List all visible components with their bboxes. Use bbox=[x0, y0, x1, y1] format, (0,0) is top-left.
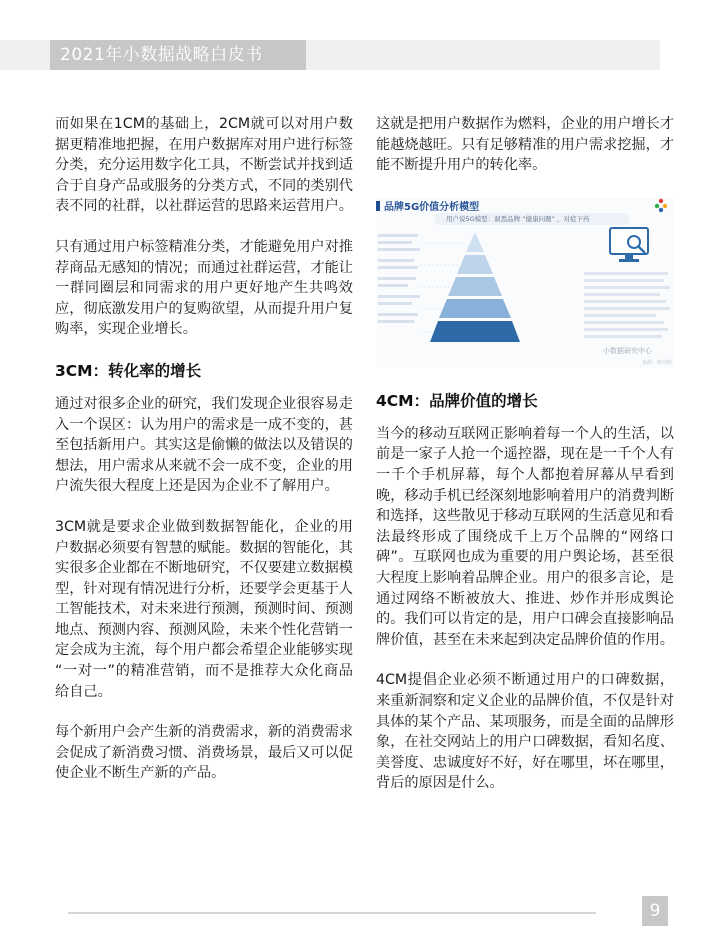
pyramid-tier-4 bbox=[439, 299, 511, 318]
document-title: 2021年小数据战略白皮书 bbox=[60, 45, 263, 65]
pyramid-tier-1 bbox=[466, 232, 484, 252]
monitor-search-icon bbox=[608, 226, 654, 266]
page-number: 9 bbox=[642, 896, 668, 926]
paragraph-data-fuel: 这就是把用户数据作为燃料，企业的用户增长才能越烧越旺。只有足够精准的用户需求挖掘，才能不断提升用户的转化率。 bbox=[376, 116, 674, 174]
figure-title: 品牌5G价值分析模型 bbox=[376, 198, 479, 213]
paragraph-3cm-new-demand: 每个新用户会产生新的消费需求，新的消费需求会促成了新消费习惯、消费场景，最后又可以促使企业不断生产新的产品。 bbox=[55, 724, 353, 782]
pyramid-diagram bbox=[420, 228, 530, 346]
heading-4cm: 4CM：品牌价值的增长 bbox=[376, 391, 538, 410]
figure-caption: 小数据研究中心 bbox=[603, 346, 652, 355]
paragraph-2cm-tagging: 而如果在1CM的基础上，2CM就可以对用户数据更精准地把握，在用户数据库对用户进行标签分类，充分运用数字化工具，不断尝试并找到适合于自身产品或服务的分类方式，不同的类别代表不同的社群，以社群运营的思路来运营用户。 bbox=[55, 116, 353, 215]
heading-3cm: 3CM：转化率的增长 bbox=[55, 361, 202, 380]
figure-credit: 来源：研究院 bbox=[641, 359, 672, 366]
pyramid-tier-3 bbox=[448, 277, 502, 296]
pyramid-tier-2 bbox=[457, 255, 493, 274]
paragraph-2cm-community: 只有通过用户标签精准分类，才能避免用户对推荐商品无感知的情况；而通过社群运营，才能让一群同圈层和同需求的用户更好地产生共鸣效应，彻底激发用户的复购欲望，从而提升用户复购率，实现企业增长。 bbox=[55, 238, 353, 338]
page-header bbox=[0, 40, 660, 70]
paragraph-3cm-misconception: 通过对很多企业的研究，我们发现企业很容易走入一个误区：认为用户的需求是一成不变的，甚至包括新用户。其实这是偷懒的做法以及错误的想法，用户需求从来就不会一成不变，企业的用户流失很大程度上还是因为企业不了解用户。 bbox=[55, 395, 353, 495]
footer-divider bbox=[68, 912, 596, 914]
figure-subtitle: 用户说5G模型：洞悉品牌 “健康问题” ，对症下药 bbox=[446, 214, 590, 223]
left-column bbox=[55, 114, 353, 804]
right-column bbox=[376, 114, 674, 814]
brand-5g-model-figure bbox=[376, 198, 674, 368]
paragraph-3cm-intelligence: 3CM就是要求企业做到数据智能化，企业的用户数据必须要有智慧的赋能。数据的智能化，其实很多企业都在不断地研究，不仅要建立数据模型，针对现有情况进行分析，还要学会更基于人工智能技术，对未来进行预测，预测时间、预测地点、预测内容、预测风险，未来个性化营销一定会成为主流，每个用户都会希望企业能够实现 “一对一”的精准营销，而不是推荐大众化商品给自己。 bbox=[55, 518, 353, 700]
paragraph-4cm-word-of-mouth: 当今的移动互联网正影响着每一个人的生活，以前是一家子人抢一个遥控器，现在是一千个人有一千个手机屏幕，每个人都抱着屏幕从早看到晚，移动手机已经深刻地影响着用户的消费判断和选择，这些散见于移动互联网的生活意见和看法最终形成了围绕成千上万个品牌的“网络口碑”。互联网也成为重要的用户舆论场，甚至很大程度上影响着品牌企业。用户的很多言论，是通过网络不断被放大、推进、炒作并形成舆论的。我们可以肯定的是，用户口碑会直接影响品牌价值，甚至在未来起到决定品牌价值的作用。 bbox=[376, 425, 674, 648]
paragraph-4cm-brand-value: 4CM提倡企业必须不断通过用户的口碑数据，来重新洞察和定义企业的品牌价值，不仅是针对具体的某个产品、某项服务，而是全面的品牌形象，在社交网站上的用户口碑数据，看知名度、美誉度、忠诚度好不好，好在哪里，坏在哪里，背后的原因是什么。 bbox=[376, 672, 674, 792]
figure-left-notes bbox=[378, 234, 422, 327]
research-center-logo-icon bbox=[652, 196, 670, 214]
figure-right-notes bbox=[584, 272, 670, 342]
pyramid-tier-5 bbox=[430, 321, 520, 342]
